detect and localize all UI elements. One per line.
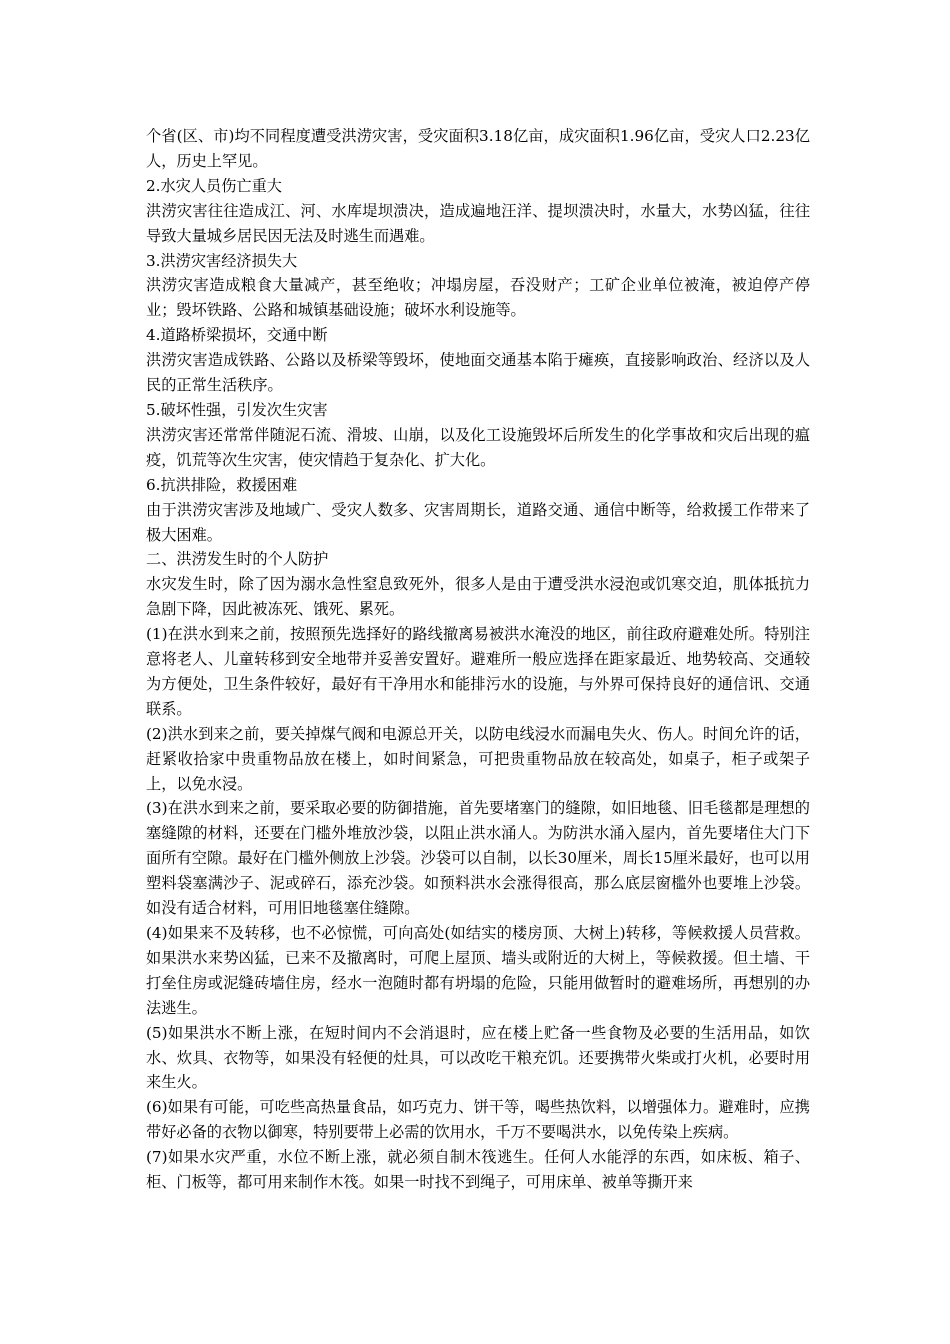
paragraph-item-2: (2)洪水到来之前，要关掉煤气阀和电源总开关，以防电线浸水而漏电失火、伤人。时间允许的话，赶紧收拾家中贵重物品放在楼上，如时间紧急，可把贵重物品放在较高处，如桌子，柜子或架子上，以免水浸。 bbox=[146, 724, 810, 793]
heading-casualties: 2.水灾人员伤亡重大 bbox=[146, 176, 282, 195]
paragraph-secondary-disasters: 洪涝灾害还常常伴随泥石流、滑坡、山崩，以及化工设施毁坏后所发生的化学事故和灾后出现的瘟疫，饥荒等次生灾害，使灾情趋于复杂化、扩大化。 bbox=[146, 425, 810, 469]
paragraph-item-3: (3)在洪水到来之前，要采取必要的防御措施，首先要堵塞门的缝隙，如旧地毯、旧毛毯都是理想的塞缝隙的材料，还要在门槛外堆放沙袋，以阻止洪水涌人。为防洪水涌入屋内，首先要堵住大门下面所有空隙。最好在门槛外侧放上沙袋。沙袋可以自制，以长30厘米，周长15厘米最好，也可以用塑料袋塞满沙子、泥或碎石，添充沙袋。如预料洪水会涨得很高，那么底层窗槛外也要堆上沙袋。如没有适合材料，可用旧地毯塞住缝隙。 bbox=[146, 799, 810, 918]
paragraph-item-1: (1)在洪水到来之前，按照预先选择好的路线撤离易被洪水淹没的地区，前往政府避难处所。特别注意将老人、儿童转移到安全地带并妥善安置好。避难所一般应选择在距家最近、地势较高、交通较为方便处，卫生条件较好，最好有干净用水和能排污水的设施，与外界可保持良好的通信讯、交通联系。 bbox=[146, 625, 810, 718]
paragraph-item-4: (4)如果来不及转移，也不必惊慌，可向高处(如结实的楼房顶、大树上)转移，等候救援人员营救。如果洪水来势凶猛，已来不及撤离时，可爬上屋顶、墙头或附近的大树上，等候救援。但土墙、干打垒住房或泥缝砖墙住房，经水一泡随时都有坍塌的危险，只能用做暂时的避难场所，再想别的办法逃生。 bbox=[146, 924, 810, 1017]
heading-economic-loss: 3.洪涝灾害经济损失大 bbox=[146, 251, 298, 270]
paragraph-rescue-difficulty: 由于洪涝灾害涉及地域广、受灾人数多、灾害周期长，道路交通、通信中断等，给救援工作带来了极大困难。 bbox=[146, 500, 810, 544]
paragraph-item-7: (7)如果水灾严重，水位不断上涨，就必须自制木筏逃生。任何人水能浮的东西，如床板、箱子、柜、门板等，都可用来制作木筏。如果一时找不到绳子，可用床单、被单等撕开来 bbox=[146, 1148, 810, 1192]
paragraph-traffic: 洪涝灾害造成铁路、公路以及桥梁等毁坏，使地面交通基本陷于瘫痪，直接影响政治、经济以及人民的正常生活秩序。 bbox=[146, 351, 810, 395]
paragraph-economic-loss: 洪涝灾害造成粮食大量减产，甚至绝收；冲塌房屋，吞没财产；工矿企业单位被淹，被迫停产停业；毁坏铁路、公路和城镇基础设施；破坏水利设施等。 bbox=[146, 276, 810, 320]
document-body bbox=[146, 124, 810, 1195]
heading-rescue-difficulty: 6.抗洪排险，救援困难 bbox=[146, 475, 298, 494]
heading-secondary-disasters: 5.破坏性强，引发次生灾害 bbox=[146, 400, 328, 419]
paragraph-casualties: 洪涝灾害往往造成江、河、水库堤坝溃决，造成遍地汪洋、提坝溃决时，水量大，水势凶猛，往往导致大量城乡居民因无法及时逃生而遇难。 bbox=[146, 201, 810, 245]
paragraph-intro-continuation: 个省(区、市)均不同程度遭受洪涝灾害，受灾面积3.18亿亩，成灾面积1.96亿亩，受灾人口2.23亿人，历史上罕见。 bbox=[146, 127, 810, 170]
heading-traffic: 4.道路桥梁损坏，交通中断 bbox=[146, 326, 328, 345]
section-heading-personal-protection: 二、洪涝发生时的个人防护 bbox=[146, 550, 329, 569]
paragraph-protection-intro: 水灾发生时，除了因为溺水急性窒息致死外，很多人是由于遭受洪水浸泡或饥寒交迫，肌体抵抗力急剧下降，因此被冻死、饿死、累死。 bbox=[146, 575, 810, 619]
paragraph-item-6: (6)如果有可能，可吃些高热量食品，如巧克力、饼干等，喝些热饮料，以增强体力。避难时，应携带好必备的衣物以御寒，特别要带上必需的饮用水，千万不要喝洪水，以免传染上疾病。 bbox=[146, 1098, 810, 1142]
paragraph-item-5: (5)如果洪水不断上涨，在短时间内不会消退时，应在楼上贮备一些食物及必要的生活用品，如饮水、炊具、衣物等，如果没有轻便的灶具，可以改吃干粮充饥。还要携带火柴或打火机，必要时用来生火。 bbox=[146, 1023, 810, 1092]
